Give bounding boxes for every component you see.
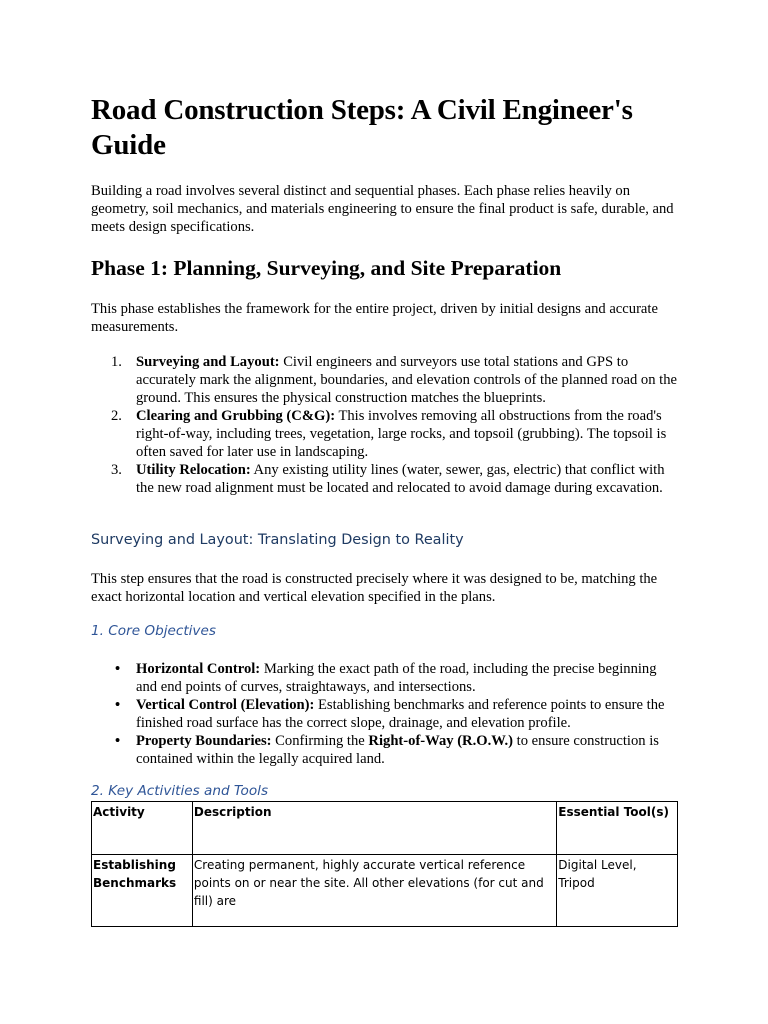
list-item xyxy=(91,353,681,407)
objective-text: Establishing benchmarks and reference points to ensure the finished road surface has the correct slope, drainage, and elevation profile. xyxy=(136,697,665,731)
objective-term: Horizontal Control: xyxy=(136,661,261,677)
table-row xyxy=(92,855,678,927)
objective-text: Marking the exact path of the road, including the precise beginning and end points of curves, straightaways, and intersections. xyxy=(136,661,657,695)
list-item xyxy=(91,660,681,696)
list-item xyxy=(91,696,681,732)
phase1-heading: Phase 1: Planning, Surveying, and Site Preparation xyxy=(91,256,562,280)
document-title: Road Construction Steps: A Civil Engineer's Guide xyxy=(91,94,633,161)
list-number: 2. xyxy=(111,408,122,424)
objective-term: Property Boundaries: xyxy=(136,733,272,749)
column-header-tools: Essential Tool(s) xyxy=(557,802,678,855)
step-term: Utility Relocation: xyxy=(136,462,251,478)
objective-term: Vertical Control (Elevation): xyxy=(136,697,315,713)
bullet-icon: • xyxy=(115,733,121,749)
objectives-heading: 1. Core Objectives xyxy=(91,623,216,639)
list-item xyxy=(91,407,681,461)
list-number: 3. xyxy=(111,462,122,478)
step-text: This involves removing all obstructions from the road's right-of-way, including trees, vegetation, large rocks, and topsoil (grubbing). The topsoil is often saved for later use in landscaping. xyxy=(136,408,667,460)
bullet-icon: • xyxy=(115,661,121,677)
step-text: Civil engineers and surveyors use total stations and GPS to accurately mark the alignment, boundaries, and elevation controls of the planned road on the ground. This ensures the physical construction matches the blueprints. xyxy=(136,354,677,406)
activities-table xyxy=(91,801,678,927)
list-item xyxy=(91,461,681,497)
cell-tools: Digital Level, Tripod xyxy=(557,855,678,927)
surveying-intro: This step ensures that the road is constructed precisely where it was designed to be, matching the exact horizontal location and vertical elevation specified in the plans. xyxy=(91,571,658,605)
step-term: Surveying and Layout: xyxy=(136,354,280,370)
column-header-description: Description xyxy=(192,802,556,855)
objective-text-before: Confirming the xyxy=(271,733,369,749)
objectives-list xyxy=(91,660,681,768)
bullet-icon: • xyxy=(115,697,121,713)
table-header-row xyxy=(92,802,678,855)
surveying-heading: Surveying and Layout: Translating Design to Reality xyxy=(91,532,464,548)
intro-paragraph: Building a road involves several distinct and sequential phases. Each phase relies heavily on geometry, soil mechanics, and materials engineering to ensure the final product is safe, durable, and meets design specifications. xyxy=(91,183,674,235)
row-abbreviation: Right-of-Way (R.O.W.) xyxy=(368,733,514,749)
phase1-steps-list xyxy=(91,353,681,497)
phase1-intro: This phase establishes the framework for the entire project, driven by initial designs and accurate measurements. xyxy=(91,301,658,335)
step-term: Clearing and Grubbing (C&G): xyxy=(136,408,336,424)
cell-activity: Establishing Benchmarks xyxy=(92,855,193,927)
objective-text-after: to ensure construction is contained within the legally acquired land. xyxy=(136,733,659,767)
column-header-activity: Activity xyxy=(92,802,193,855)
step-text: Any existing utility lines (water, sewer, gas, electric) that conflict with the new road alignment must be located and relocated to avoid damage during excavation. xyxy=(136,462,665,496)
activities-heading: 2. Key Activities and Tools xyxy=(91,783,269,799)
list-item xyxy=(91,732,681,768)
cell-description: Creating permanent, highly accurate vertical reference points on or near the site. All other elevations (for cut and fill) are xyxy=(192,855,556,927)
list-number: 1. xyxy=(111,354,122,370)
